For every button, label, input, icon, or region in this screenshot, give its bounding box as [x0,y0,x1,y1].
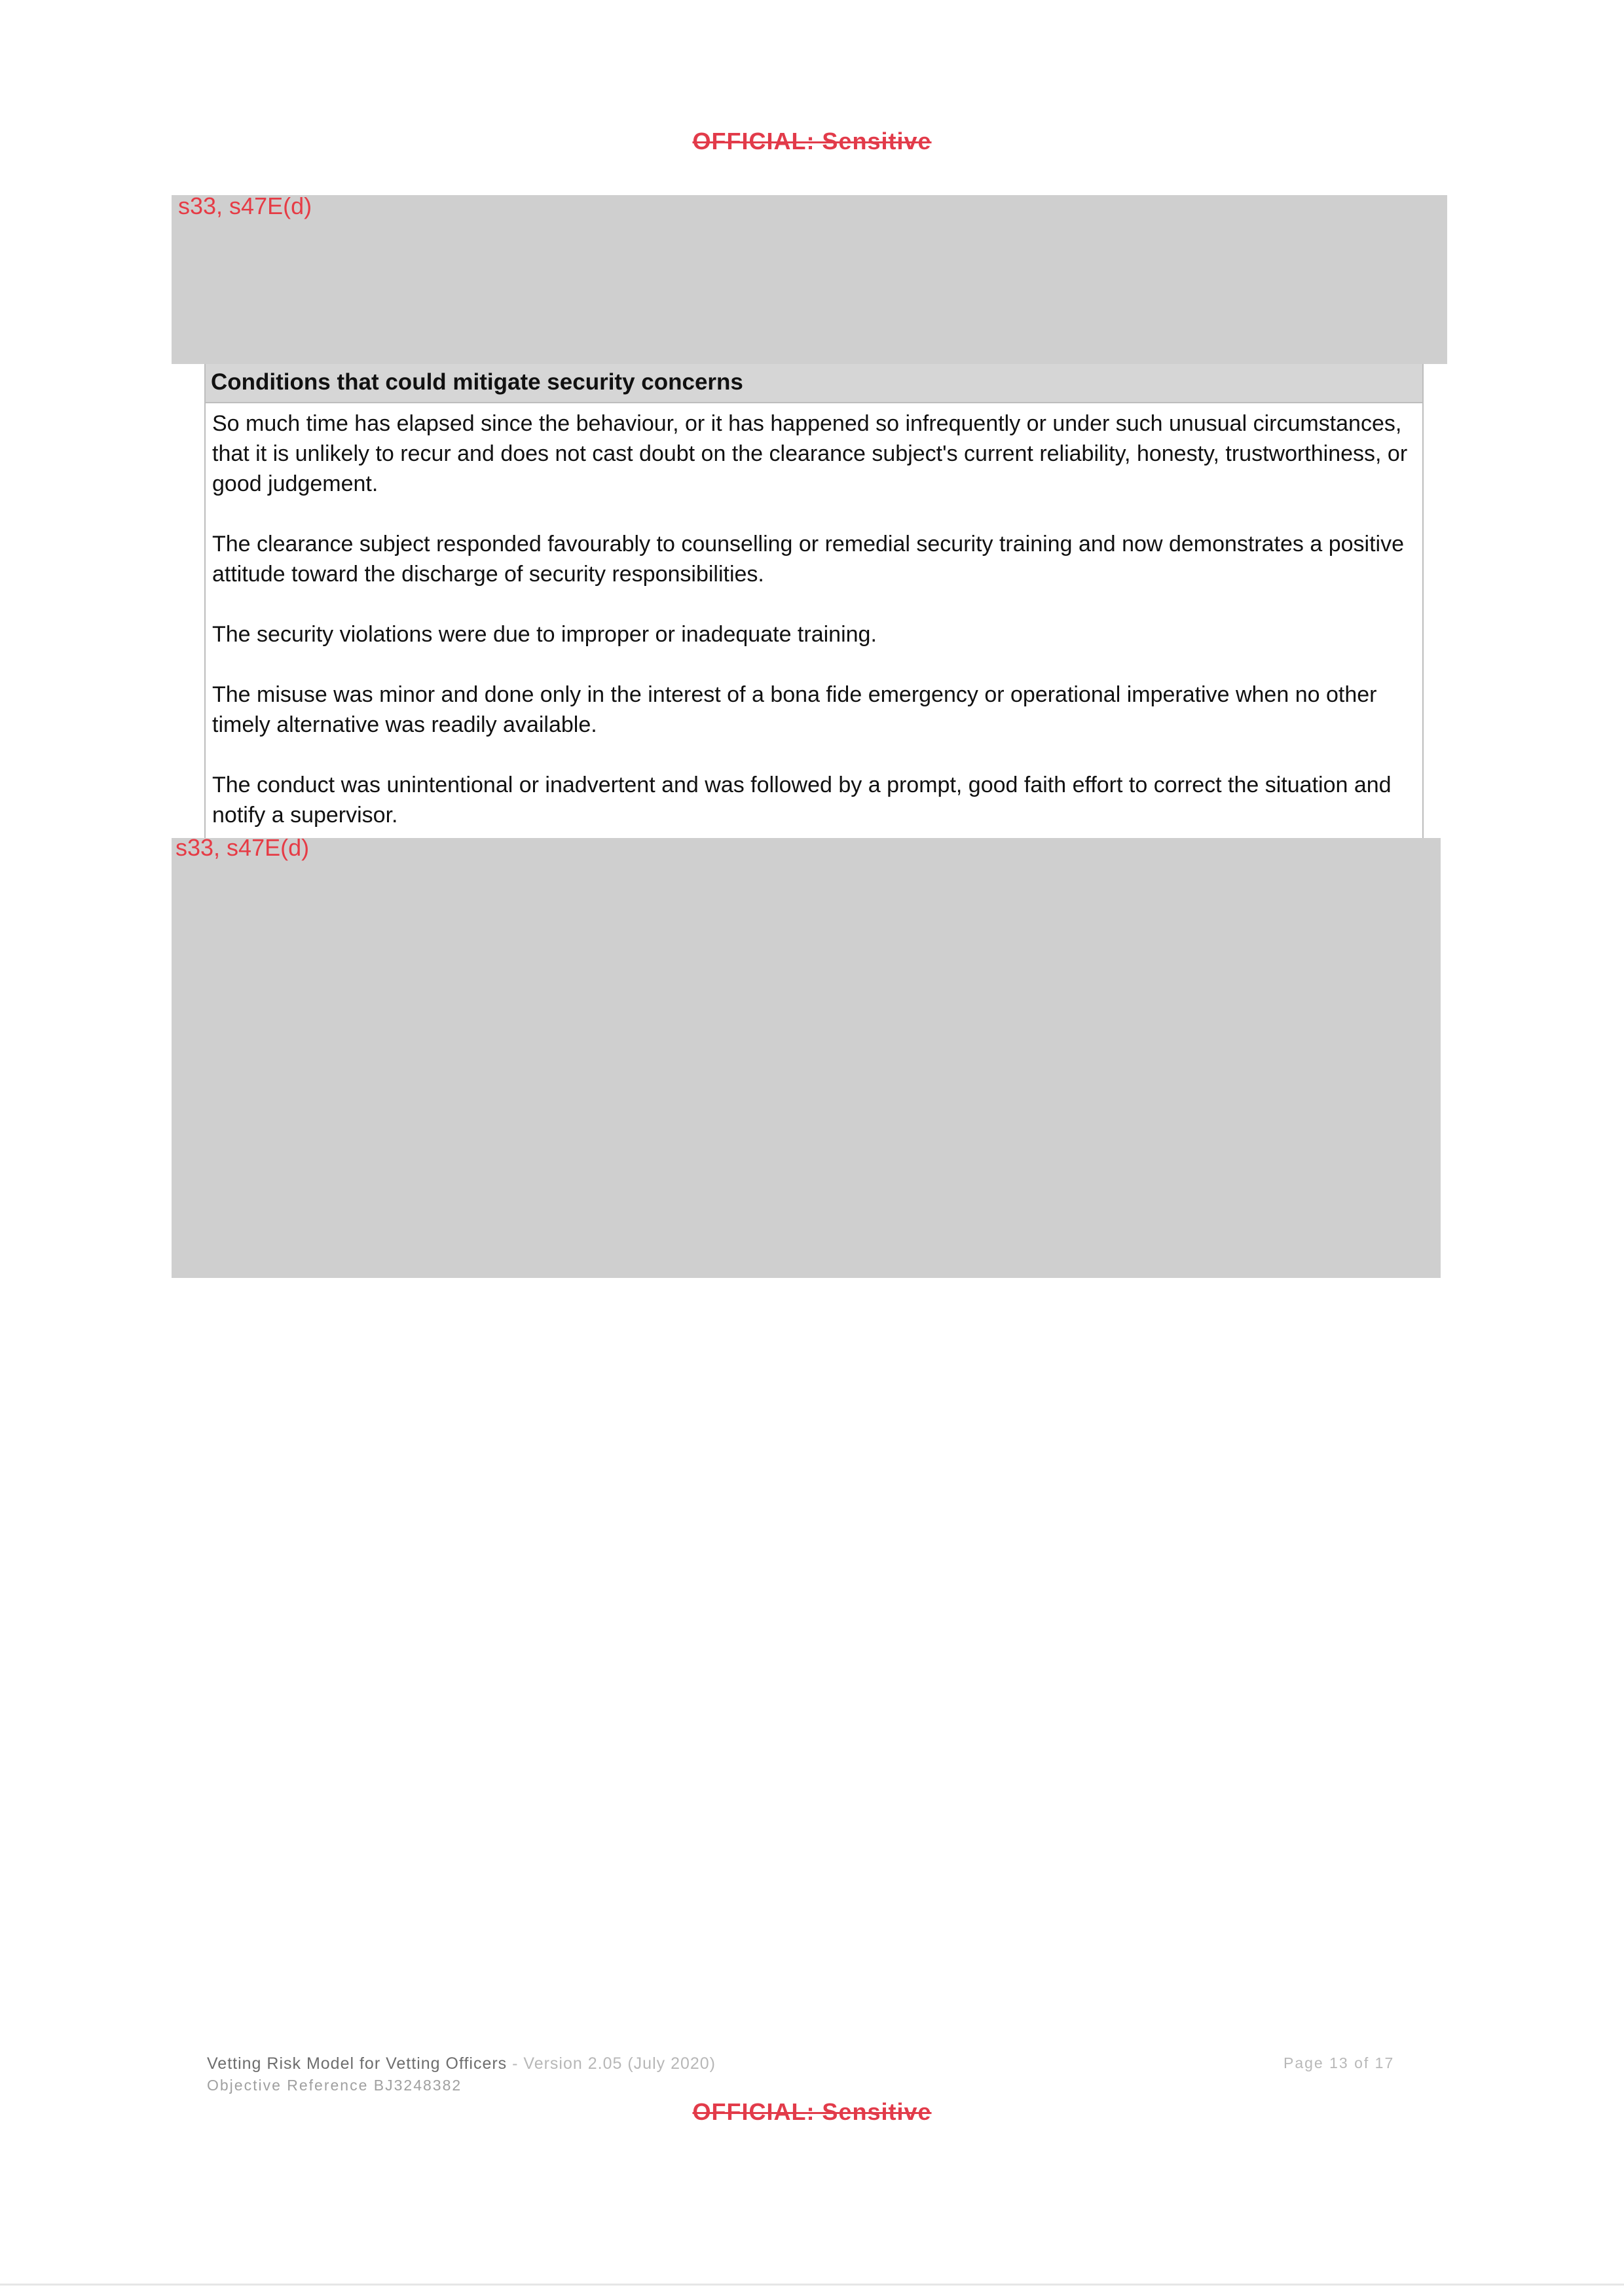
footer-title-text: Vetting Risk Model for Vetting Officers [207,2054,507,2073]
footer-objective-reference: Objective Reference BJ3248382 [207,2077,462,2094]
condition-item: So much time has elapsed since the behaviour, or it has happened so infrequently or under such unusual circumstances, that it is unlikely to recur and does not cast doubt on the clearance subject's current reliability, honesty, trustworthiness, or good judgement. [212,411,1408,496]
condition-item: The conduct was unintentional or inadvertent and was followed by a prompt, good faith effort to correct the situation and notify a supervisor. [212,773,1392,828]
table-heading-row [206,364,1422,403]
classification-marking-top: OFFICIAL: Sensitive [692,128,932,155]
redaction-block [172,838,1441,1278]
footer-document-title [207,2054,716,2073]
footer-page-number: Page 13 of 17 [1283,2054,1395,2071]
exemption-label: s33, s47E(d) [175,834,310,861]
condition-item: The clearance subject responded favourably to counselling or remedial security training and now demonstrates a positive attitude toward the discharge of security responsibilities. [212,532,1405,587]
footer-version: - Version 2.05 (July 2020) [507,2054,716,2073]
table-heading: Conditions that could mitigate security concerns [211,369,743,395]
condition-item: The misuse was minor and done only in the interest of a bona fide emergency or operational imperative when no other timely alternative was readily available. [212,682,1377,737]
classification-marking-bottom: OFFICIAL: Sensitive [692,2098,932,2125]
condition-item: The security violations were due to improper or inadequate training. [212,622,877,647]
page-edge-line [0,2284,1624,2286]
mitigating-conditions-table [204,364,1424,838]
exemption-label: s33, s47E(d) [178,192,312,219]
redaction-block [172,195,1447,364]
